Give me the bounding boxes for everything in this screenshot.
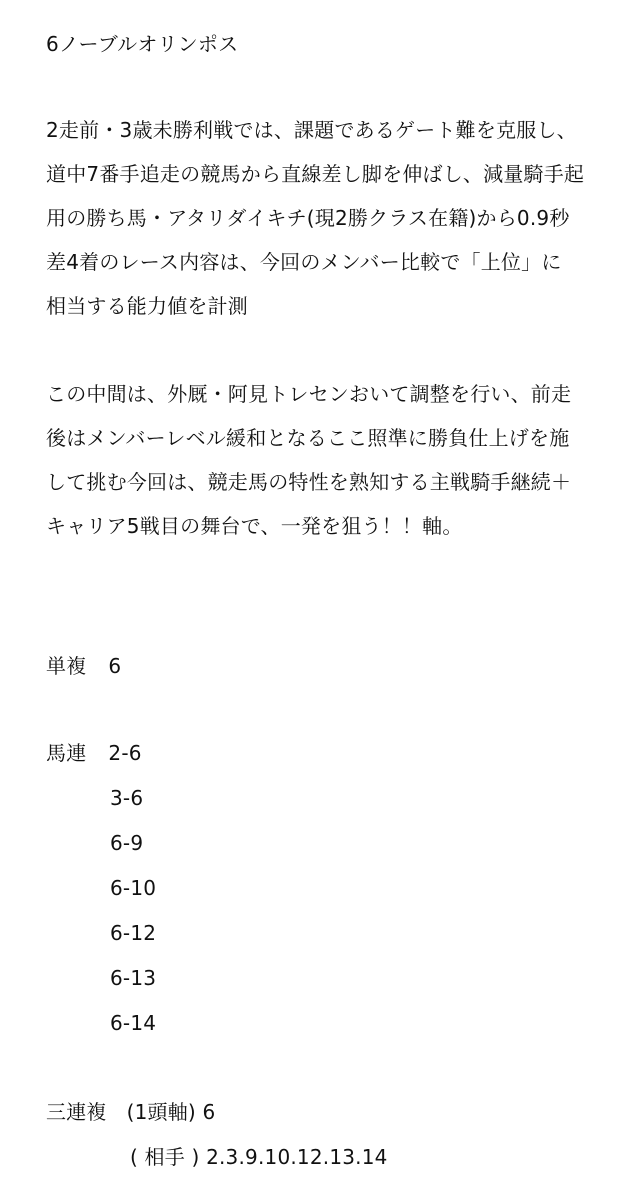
paragraph-1-line-5: 相当する能力値を計測 <box>46 294 248 318</box>
umaren-combo: 6-10 <box>110 876 157 900</box>
paragraph-1-line-1: 2走前・3歳未勝利戦では、課題であるゲート難を克服し、 <box>46 118 577 142</box>
umaren-combo: 3-6 <box>110 786 144 810</box>
tansho-value: 6 <box>108 654 122 678</box>
tansho-row <box>46 652 121 680</box>
paragraph-2-line-1: この中間は、外厩・阿見トレセンおいて調整を行い、前走 <box>46 382 572 406</box>
umaren-row <box>46 739 142 767</box>
horse-title: 6ノーブルオリンポス <box>46 32 239 56</box>
paragraph-1-line-4: 差4着のレース内容は、今回のメンバー比較で「上位」に <box>46 250 562 274</box>
sanrenpuku-partners: ( 相手 ) 2.3.9.10.12.13.14 <box>130 1145 388 1169</box>
umaren-combo: 6-12 <box>110 921 157 945</box>
paragraph-2-line-2: 後はメンバーレベル緩和となるここ照準に勝負仕上げを施 <box>46 426 570 450</box>
paragraph-1-line-3: 用の勝ち馬・アタリダイキチ(現2勝クラス在籍)から0.9秒 <box>46 206 570 230</box>
umaren-label: 馬連 <box>46 741 87 765</box>
paragraph-2-line-4: キャリア5戦目の舞台で、一発を狙う！！軸。 <box>46 514 463 538</box>
tansho-label: 単複 <box>46 654 87 678</box>
paragraph-2-line-3: して挑む今回は、競走馬の特性を熟知する主戦騎手継続＋ <box>46 470 572 494</box>
paragraph-1-line-2: 道中7番手追走の競馬から直線差し脚を伸ばし、減量騎手起 <box>46 162 585 186</box>
sanrenpuku-row <box>46 1098 215 1126</box>
umaren-combo: 6-14 <box>110 1011 157 1035</box>
sanrenpuku-axis: (1頭軸) 6 <box>126 1100 216 1124</box>
sanrenpuku-label: 三連複 <box>46 1100 107 1124</box>
umaren-first: 2-6 <box>108 741 142 765</box>
umaren-combo: 6-9 <box>110 831 144 855</box>
umaren-combo: 6-13 <box>110 966 157 990</box>
